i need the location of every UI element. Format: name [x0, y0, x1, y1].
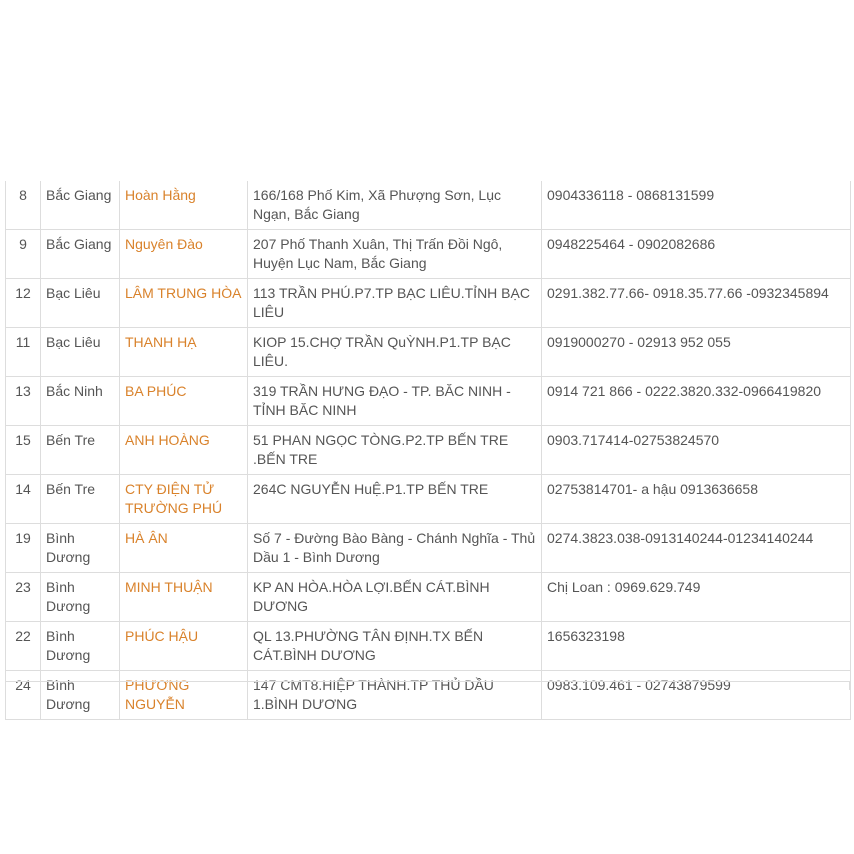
table-row	[6, 377, 851, 426]
dealer-name: PHƯƠNG NGUYỄN	[125, 677, 190, 712]
dealer-name-cell	[120, 328, 248, 377]
phone-cell: 02753814701- a hậu 0913636658	[542, 475, 851, 524]
address-cell: 264C NGUYỄN HuỆ.P1.TP BẾN TRE	[248, 475, 542, 524]
column-divider	[849, 682, 850, 690]
column-divider	[541, 682, 542, 690]
address-cell: 113 TRẦN PHÚ.P7.TP BẠC LIÊU.TỈNH BẠC LIÊU	[248, 279, 542, 328]
province-cell: Bắc Giang	[41, 230, 120, 279]
dealer-name: MINH THUẬN	[125, 579, 213, 595]
table-row	[6, 475, 851, 524]
dealer-name-cell	[120, 524, 248, 573]
column-divider	[5, 682, 6, 690]
province-cell: Bạc Liêu	[41, 279, 120, 328]
table-row	[6, 328, 851, 377]
table-row	[6, 524, 851, 573]
table-row	[6, 230, 851, 279]
dealer-name-cell	[120, 230, 248, 279]
row-number: 22	[6, 622, 41, 671]
phone-cell: 0983.109.461 - 02743879599	[542, 671, 851, 720]
table-row	[6, 573, 851, 622]
dealer-name: CTY ĐIỆN TỬ TRƯỜNG PHÚ	[125, 481, 223, 516]
row-number: 24	[6, 671, 41, 720]
province-cell: Bắc Ninh	[41, 377, 120, 426]
phone-cell: 0919000270 - 02913 952 055	[542, 328, 851, 377]
phone-cell: 0914 721 866 - 0222.3820.332-0966419820	[542, 377, 851, 426]
table-row	[6, 671, 851, 720]
table-row	[6, 181, 851, 230]
column-divider	[119, 682, 120, 690]
dealer-name-cell	[120, 426, 248, 475]
phone-cell: 0904336118 - 0868131599	[542, 181, 851, 230]
row-number: 14	[6, 475, 41, 524]
dealer-name-cell	[120, 573, 248, 622]
phone-cell: 1656323198	[542, 622, 851, 671]
address-cell: 166/168 Phố Kim, Xã Phượng Sơn, Lục Ngạn, Bắc Giang	[248, 181, 542, 230]
province-cell: Bình Dương	[41, 622, 120, 671]
phone-cell: Chị Loan : 0969.629.749	[542, 573, 851, 622]
table-next-row-edge	[5, 681, 850, 690]
row-number: 12	[6, 279, 41, 328]
row-number: 15	[6, 426, 41, 475]
dealer-name: HÀ ÂN	[125, 530, 168, 546]
dealer-table	[5, 181, 851, 720]
dealer-name-cell	[120, 279, 248, 328]
row-number: 19	[6, 524, 41, 573]
dealer-name-cell	[120, 181, 248, 230]
province-cell: Bình Dương	[41, 524, 120, 573]
row-number: 8	[6, 181, 41, 230]
dealer-name: PHÚC HẬU	[125, 628, 199, 644]
province-cell: Bình Dương	[41, 671, 120, 720]
dealer-name: THANH HẠ	[125, 334, 197, 350]
phone-cell: 0274.3823.038-0913140244-01234140244	[542, 524, 851, 573]
column-divider	[40, 682, 41, 690]
phone-cell: 0948225464 - 0902082686	[542, 230, 851, 279]
table-row	[6, 426, 851, 475]
province-cell: Bình Dương	[41, 573, 120, 622]
phone-cell: 0291.382.77.66- 0918.35.77.66 -0932345894	[542, 279, 851, 328]
row-number: 9	[6, 230, 41, 279]
province-cell: Bến Tre	[41, 475, 120, 524]
dealer-name: BA PHÚC	[125, 383, 187, 399]
address-cell: KP AN HÒA.HÒA LỢI.BẾN CÁT.BÌNH DƯƠNG	[248, 573, 542, 622]
dealer-name: LÂM TRUNG HÒA	[125, 285, 242, 301]
address-cell: QL 13.PHƯỜNG TÂN ĐỊNH.TX BẾN CÁT.BÌNH DƯƠNG	[248, 622, 542, 671]
phone-cell: 0903.717414-02753824570	[542, 426, 851, 475]
dealer-name-cell	[120, 475, 248, 524]
row-number: 11	[6, 328, 41, 377]
province-cell: Bạc Liêu	[41, 328, 120, 377]
address-cell: KIOP 15.CHỢ TRẦN QuỲNH.P1.TP BẠC LIÊU.	[248, 328, 542, 377]
table-row	[6, 279, 851, 328]
dealer-table-container	[5, 181, 850, 720]
dealer-name: Nguyên Đào	[125, 236, 203, 252]
row-number: 13	[6, 377, 41, 426]
address-cell: 147 CMT8.HIỆP THÀNH.TP THỦ DẦU 1.BÌNH DƯƠNG	[248, 671, 542, 720]
province-cell: Bắc Giang	[41, 181, 120, 230]
address-cell: 319 TRẦN HƯNG ĐẠO - TP. BĂC NINH -TỈNH BĂC NINH	[248, 377, 542, 426]
dealer-name-cell	[120, 671, 248, 720]
dealer-name-cell	[120, 622, 248, 671]
address-cell: 207 Phố Thanh Xuân, Thị Trấn Đồi Ngô, Huyện Lục Nam, Bắc Giang	[248, 230, 542, 279]
column-divider	[247, 682, 248, 690]
dealer-name-cell	[120, 377, 248, 426]
dealer-name: ANH HOÀNG	[125, 432, 210, 448]
dealer-name: Hoàn Hằng	[125, 187, 196, 203]
row-number: 23	[6, 573, 41, 622]
province-cell: Bến Tre	[41, 426, 120, 475]
address-cell: Số 7 - Đường Bào Bàng - Chánh Nghĩa - Thủ Dầu 1 - Bình Dương	[248, 524, 542, 573]
address-cell: 51 PHAN NGỌC TÒNG.P2.TP BẾN TRE .BẾN TRE	[248, 426, 542, 475]
table-row	[6, 622, 851, 671]
